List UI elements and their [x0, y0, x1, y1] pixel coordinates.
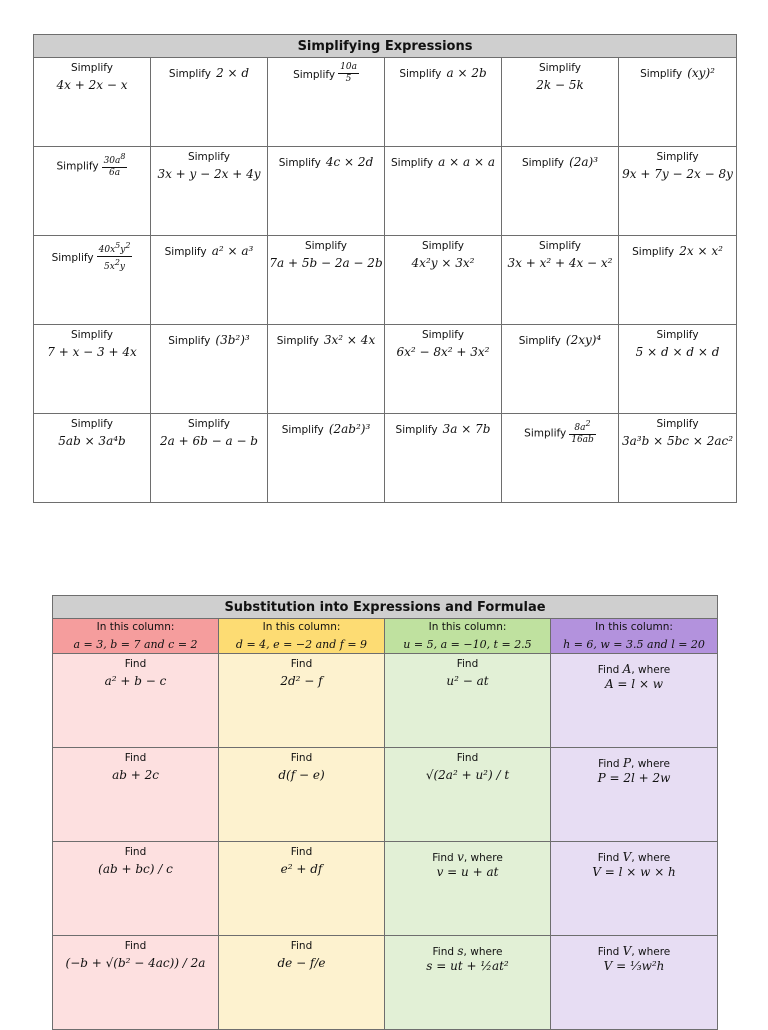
simplifying-title: Simplifying Expressions	[34, 35, 737, 58]
simplify-cell: Simplify 3a × 7b	[385, 414, 502, 503]
simplify-cell: Simplify a² × a³	[151, 236, 268, 325]
column-header-purple: In this column: h = 6, w = 3.5 and l = 20	[551, 619, 718, 654]
substitution-table	[52, 595, 718, 1030]
substitution-cell: Find A, where A = l × w	[551, 654, 718, 748]
simplify-cell: Simplify 3x² × 4x	[268, 325, 385, 414]
simplify-cell: Simplify 3a³b × 5bc × 2ac²	[619, 414, 737, 503]
substitution-cell: Find a² + b − c	[53, 654, 219, 748]
simplify-cell: Simplify 7 + x − 3 + 4x	[34, 325, 151, 414]
substitution-cell: Find (−b + √(b² − 4ac)) / 2a	[53, 936, 219, 1030]
substitution-title: Substitution into Expressions and Formulae	[53, 596, 718, 619]
simplify-cell: Simplify 4c × 2d	[268, 147, 385, 236]
substitution-cell: Find (ab + bc) / c	[53, 842, 219, 936]
simplifying-table	[33, 34, 737, 503]
simplify-cell: Simplify 9x + 7y − 2x − 8y	[619, 147, 737, 236]
simplify-cell: Simplify 2a + 6b − a − b	[151, 414, 268, 503]
substitution-cell: Find de − f/e	[219, 936, 385, 1030]
simplify-cell: Simplify (2xy)⁴	[502, 325, 619, 414]
substitution-cell: Find s, where s = ut + ½at²	[385, 936, 551, 1030]
substitution-cell: Find V, where V = ⅓w²h	[551, 936, 718, 1030]
simplify-cell: Simplify $\frac{30a^8}{6a}$	[34, 147, 151, 236]
simplify-cell: Simplify 4x + 2x − x	[34, 58, 151, 147]
substitution-cell: Find P, where P = 2l + 2w	[551, 748, 718, 842]
substitution-cell: Find v, where v = u + at	[385, 842, 551, 936]
simplify-cell: Simplify 2x × x²	[619, 236, 737, 325]
simplify-cell: Simplify (3b²)³	[151, 325, 268, 414]
substitution-cell: Find u² − at	[385, 654, 551, 748]
simplify-cell: Simplify 5ab × 3a⁴b	[34, 414, 151, 503]
simplify-cell: Simplify 4x²y × 3x²	[385, 236, 502, 325]
column-header-green: In this column: u = 5, a = −10, t = 2.5	[385, 619, 551, 654]
simplify-cell: Simplify 7a + 5b − 2a − 2b	[268, 236, 385, 325]
simplify-cell: Simplify $\frac{10a}{5}$	[268, 58, 385, 147]
substitution-cell: Find √(2a² + u²) / t	[385, 748, 551, 842]
substitution-cell: Find 2d² − f	[219, 654, 385, 748]
substitution-cell: Find e² + df	[219, 842, 385, 936]
simplify-cell: Simplify 2k − 5k	[502, 58, 619, 147]
substitution-cell: Find d(f − e)	[219, 748, 385, 842]
simplify-cell: Simplify a × 2b	[385, 58, 502, 147]
column-header-red: In this column: a = 3, b = 7 and c = 2	[53, 619, 219, 654]
simplify-cell: Simplify 3x + y − 2x + 4y	[151, 147, 268, 236]
simplify-cell: Simplify $\frac{8a^2}{16ab}$	[502, 414, 619, 503]
simplify-cell: Simplify 2 × d	[151, 58, 268, 147]
simplify-cell: Simplify 3x + x² + 4x − x²	[502, 236, 619, 325]
simplify-cell: Simplify (xy)²	[619, 58, 737, 147]
simplify-cell: Simplify 6x² − 8x² + 3x²	[385, 325, 502, 414]
simplify-cell: Simplify (2a)³	[502, 147, 619, 236]
simplify-cell: Simplify (2ab²)³	[268, 414, 385, 503]
simplify-cell: Simplify 5 × d × d × d	[619, 325, 737, 414]
simplify-cell: Simplify $\frac{40x^5y^2}{5x^2y}$	[34, 236, 151, 325]
column-header-yellow: In this column: d = 4, e = −2 and f = 9	[219, 619, 385, 654]
substitution-cell: Find ab + 2c	[53, 748, 219, 842]
substitution-cell: Find V, where V = l × w × h	[551, 842, 718, 936]
simplify-cell: Simplify a × a × a	[385, 147, 502, 236]
